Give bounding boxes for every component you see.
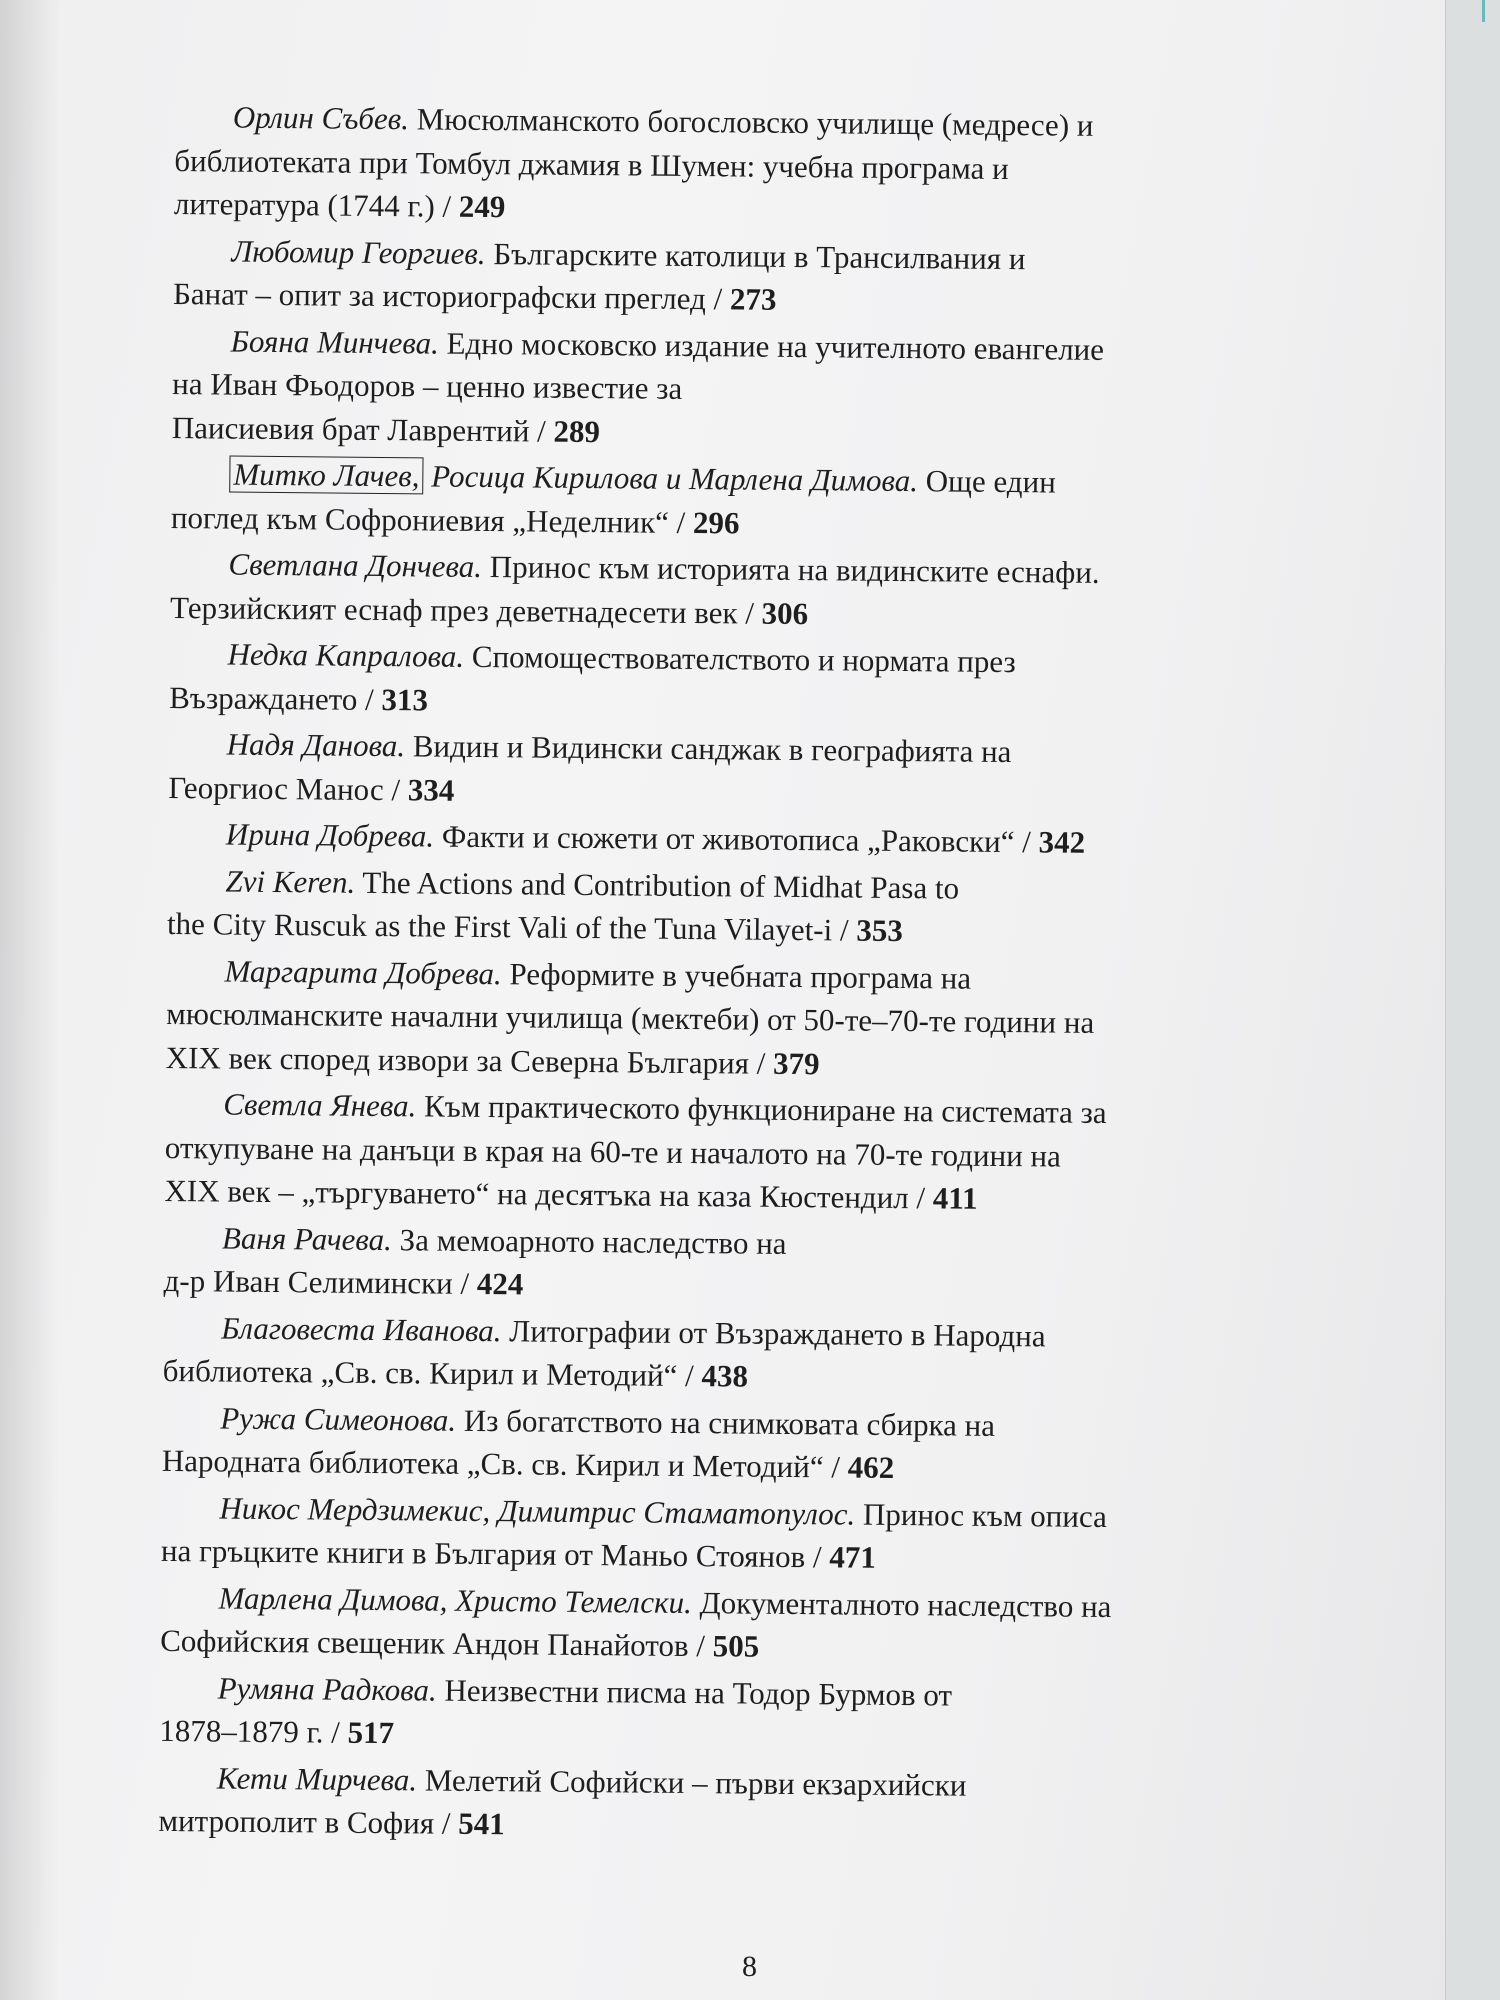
toc-entry-title: Из богатството на снимковата сбирка на	[463, 1402, 996, 1443]
toc-entry-title: д-р Иван Селимински /	[163, 1262, 478, 1301]
toc-entry-page: 273	[729, 281, 777, 317]
toc-entry-title: 1878–1879 г. /	[159, 1712, 348, 1750]
toc-entry-author: Светла Янева.	[223, 1086, 417, 1124]
toc-entry	[174, 95, 1375, 237]
toc-entry-title: Реформите в учебната програма на	[509, 955, 972, 996]
toc-entry-author: Митко Лачев,	[229, 456, 423, 495]
toc-entry-title: The Actions and Contribution of Midhat Pasa to	[362, 864, 960, 906]
toc-entry	[161, 1485, 1362, 1584]
next-page-edge	[1445, 0, 1500, 2000]
toc-entry-author: Орлин Събев.	[232, 99, 410, 137]
toc-entry	[168, 812, 1368, 867]
toc-entry-title: Българските католици в Трансилвания и	[493, 235, 1026, 276]
page-shadow	[0, 0, 60, 2000]
page-number: 8	[742, 1950, 757, 1983]
toc-entry-author: Недка Капралова.	[227, 636, 465, 674]
toc-entry-page: 249	[458, 188, 506, 225]
toc-entry-title: литература (1744 г.) /	[173, 185, 460, 224]
toc-entry-author: Надя Данова.	[226, 726, 406, 764]
toc-entry-author: Ирина Добрева.	[225, 816, 435, 854]
toc-entry-title: За мемоарното наследство на	[399, 1221, 787, 1261]
toc-entry-line	[168, 812, 1368, 867]
toc-entry-author: Бояна Минчева.	[230, 323, 439, 361]
toc-entry-author: Маргарита Добрева.	[224, 953, 502, 991]
table-of-contents	[158, 95, 1375, 1857]
toc-entry-title: Спомоществователството и нормата през	[471, 638, 1016, 680]
toc-entry-page: 296	[692, 504, 740, 540]
toc-entry-title: Народната библиотека „Св. св. Кирил и Методий“ /	[161, 1442, 848, 1485]
toc-entry-author: Кети Мирчева.	[216, 1759, 418, 1797]
toc-entry-page: 379	[772, 1045, 820, 1081]
toc-entry	[168, 722, 1369, 821]
toc-entry-page: 411	[932, 1180, 978, 1216]
toc-entry-page: 342	[1038, 824, 1086, 860]
toc-entry	[169, 632, 1370, 731]
toc-entry-page: 306	[761, 595, 809, 631]
toc-entry-author: Любомир Георгиев.	[231, 233, 486, 271]
toc-entry	[172, 318, 1373, 460]
toc-entry	[166, 948, 1367, 1090]
toc-entry-title: Георгиос Манос /	[168, 769, 408, 807]
toc-entry	[163, 1215, 1364, 1314]
toc-entry-title: Паисиевия брат Лаврентий /	[171, 409, 554, 449]
toc-entry-title: Едно московско издание на учителното евангелие	[446, 325, 1105, 367]
toc-entry-title: Принос към описа	[862, 1496, 1108, 1534]
toc-entry-title: Факти и сюжети от животописа „Раковски“ /	[441, 818, 1039, 860]
toc-entry	[162, 1395, 1363, 1494]
toc-entry-title: на Иван Фьодоров – ценно известие за	[172, 365, 683, 406]
toc-entry-title: Към практическото функциониране на системата за	[423, 1088, 1107, 1130]
toc-entry-page: 334	[407, 771, 455, 808]
toc-entry-title: Още един	[925, 463, 1057, 500]
toc-entry-title: Мюсюлманското богословско училище (медресе) и	[416, 101, 1094, 143]
page-edge-mark	[1482, 0, 1485, 22]
toc-entry	[159, 1665, 1360, 1764]
toc-entry-author: Ваня Рачева.	[221, 1220, 393, 1257]
toc-entry	[163, 1305, 1364, 1404]
toc-entry-author: Благовеста Иванова.	[221, 1310, 502, 1348]
toc-entry-author: Марлена Димова, Христо Темелски.	[218, 1579, 692, 1620]
toc-entry-title: Възраждането /	[169, 679, 382, 717]
toc-entry	[173, 228, 1374, 327]
toc-entry-author: Никос Мердзимекис, Димитрис Стаматопулос.	[219, 1489, 856, 1532]
toc-entry-page: 353	[856, 912, 903, 949]
toc-entry-title: мюсюлманските начални училища (мектеби) от 50-те–70-те години на	[166, 995, 1095, 1040]
toc-entry-title: Банат – опит за историографски преглед /	[172, 275, 731, 317]
toc-entry-title: библиотека „Св. св. Кирил и Методий“ /	[162, 1352, 702, 1394]
toc-entry-title: Неизвестни писма на Тодор Бурмов от	[444, 1672, 953, 1713]
toc-entry-title: Документалното наследство на	[699, 1584, 1112, 1624]
toc-entry-author: Росица Кирилова и Марлена Димова.	[431, 458, 919, 499]
toc-entry-title: Принос към историята на видинските еснафи.	[489, 549, 1100, 590]
toc-entry-author: Zvi Keren.	[225, 863, 356, 900]
toc-entry-page: 438	[701, 1358, 749, 1394]
toc-entry-page: 289	[553, 413, 601, 449]
toc-entry-title: поглед към Софрониевия „Неделник“ /	[170, 499, 694, 540]
toc-entry-author: Румяна Радкова.	[217, 1669, 437, 1708]
toc-entry-title: откупуване на данъци в края на 60-те и началото на 70-те години на	[164, 1129, 1062, 1174]
toc-entry-title: XIX век според извори за Северна България /	[165, 1039, 774, 1081]
toc-entry-title: Софийския свещеник Андон Панайотов /	[159, 1622, 713, 1664]
toc-entry-page: 471	[829, 1539, 876, 1575]
toc-entry-title: the City Ruscuk as the First Vali of the Tuna Vilayet-i /	[166, 905, 857, 948]
toc-entry-title: Литографии от Възраждането в Народна	[509, 1312, 1046, 1353]
toc-entry-title: Видин и Видински санджак в географията на	[412, 728, 1012, 770]
toc-entry	[158, 1755, 1359, 1854]
toc-entry-page: 424	[476, 1265, 524, 1302]
toc-entry-page: 313	[381, 681, 429, 717]
toc-entry	[167, 858, 1368, 957]
toc-entry-title: митрополит в София /	[158, 1802, 459, 1841]
toc-entry-title: Мелетий Софийски – първи екзархийски	[424, 1761, 967, 1803]
toc-entry	[160, 1575, 1361, 1674]
toc-entry-page: 517	[347, 1714, 395, 1751]
toc-entry-page: 462	[847, 1449, 895, 1485]
toc-entry	[170, 542, 1371, 641]
toc-entry-author: Ружа Симеонова.	[220, 1399, 457, 1438]
toc-entry	[171, 452, 1372, 551]
toc-entry-page: 505	[712, 1628, 760, 1664]
toc-entry-author: Светлана Дончева.	[228, 546, 483, 584]
toc-entry-title: XIX век – „търгуването“ на десятъка на каза Кюстендил /	[164, 1172, 934, 1216]
toc-entry-page: 541	[458, 1805, 505, 1842]
toc-entry-title: библиотеката при Томбул джамия в Шумен: учебна програма и	[174, 142, 1009, 186]
toc-entry	[164, 1082, 1365, 1224]
toc-entry-title: на гръцките книги в България от Маньо Стоянов /	[160, 1532, 830, 1575]
toc-entry-title: Терзийският еснаф през деветнадесети век /	[169, 589, 762, 631]
